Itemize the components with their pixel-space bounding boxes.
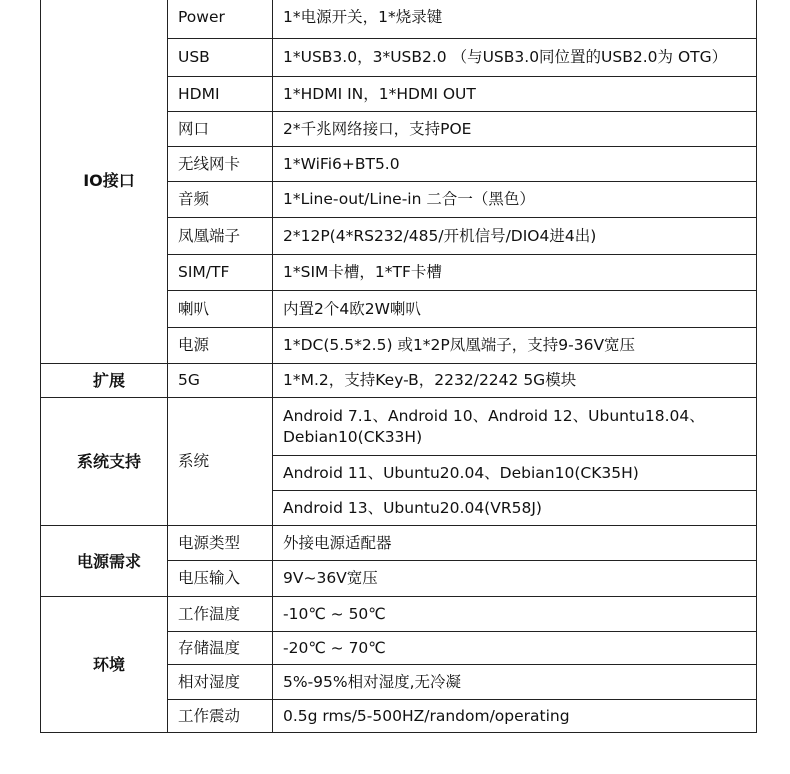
table-row xyxy=(41,0,757,39)
spec-name: Power xyxy=(168,0,273,39)
spec-name: 电源 xyxy=(168,328,273,364)
spec-value: 1*HDMI IN，1*HDMI OUT xyxy=(273,77,757,112)
spec-value: 1*WiFi6+BT5.0 xyxy=(273,147,757,182)
spec-value: Android 11、Ubuntu20.04、Debian10(CK35H) xyxy=(273,456,757,491)
spec-name: SIM/TF xyxy=(168,255,273,291)
spec-value: -20℃ ~ 70℃ xyxy=(273,632,757,665)
spec-value: -10℃ ~ 50℃ xyxy=(273,597,757,632)
spec-value: 0.5g rms/5-500HZ/random/operating xyxy=(273,700,757,733)
category-io: IO接口 xyxy=(41,0,168,364)
spec-name: 音频 xyxy=(168,182,273,218)
spec-value: 1*Line-out/Line-in 二合一（黑色） xyxy=(273,182,757,218)
spec-name: 5G xyxy=(168,364,273,398)
spec-value: 1*电源开关，1*烧录键 xyxy=(273,0,757,39)
table-row xyxy=(41,364,757,398)
spec-name: 相对湿度 xyxy=(168,665,273,700)
spec-table xyxy=(40,0,757,733)
spec-value: 2*12P(4*RS232/485/开机信号/DIO4进4出) xyxy=(273,218,757,255)
spec-value: 9V~36V宽压 xyxy=(273,561,757,597)
spec-name: USB xyxy=(168,39,273,77)
spec-value: 1*M.2，支持Key-B，2232/2242 5G模块 xyxy=(273,364,757,398)
category-os: 系统支持 xyxy=(41,398,168,526)
spec-value: 2*千兆网络接口，支持POE xyxy=(273,112,757,147)
spec-name: 喇叭 xyxy=(168,291,273,328)
category-expansion: 扩展 xyxy=(41,364,168,398)
spec-name: 无线网卡 xyxy=(168,147,273,182)
spec-value: 1*SIM卡槽，1*TF卡槽 xyxy=(273,255,757,291)
spec-name: 电压输入 xyxy=(168,561,273,597)
spec-name: 系统 xyxy=(168,398,273,526)
spec-value: Android 7.1、Android 10、Android 12、Ubuntu18.04、Debian10(CK33H) xyxy=(273,398,757,456)
spec-value: 1*DC(5.5*2.5) 或1*2P凤凰端子，支持9-36V宽压 xyxy=(273,328,757,364)
spec-value: Android 13、Ubuntu20.04(VR58J) xyxy=(273,491,757,526)
spec-name: 工作温度 xyxy=(168,597,273,632)
spec-name: 电源类型 xyxy=(168,526,273,561)
category-power: 电源需求 xyxy=(41,526,168,597)
spec-name: 网口 xyxy=(168,112,273,147)
spec-value: 内置2个4欧2W喇叭 xyxy=(273,291,757,328)
spec-value: 外接电源适配器 xyxy=(273,526,757,561)
spec-name: 工作震动 xyxy=(168,700,273,733)
spec-name: 凤凰端子 xyxy=(168,218,273,255)
spec-name: HDMI xyxy=(168,77,273,112)
table-row xyxy=(41,526,757,561)
spec-name: 存储温度 xyxy=(168,632,273,665)
table-row xyxy=(41,597,757,632)
category-environment: 环境 xyxy=(41,597,168,733)
table-row xyxy=(41,398,757,456)
spec-value: 1*USB3.0，3*USB2.0 （与USB3.0同位置的USB2.0为 OTG） xyxy=(273,39,757,77)
spec-value: 5%-95%相对湿度,无冷凝 xyxy=(273,665,757,700)
